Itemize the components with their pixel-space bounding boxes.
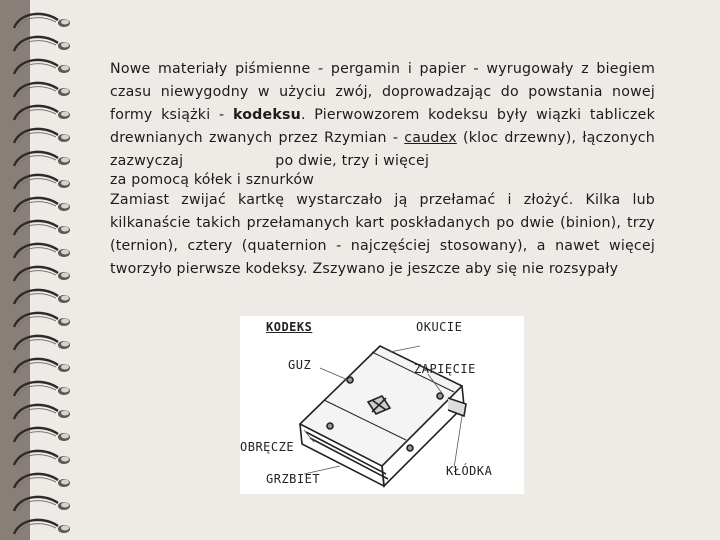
- spiral-ring: [14, 83, 70, 97]
- spiral-ring: [14, 428, 70, 442]
- intro-text-continued: . Pierwowzorem kodeksu były wiązki tabliczek drewnianych zwanych przez Rzymian -: [110, 107, 656, 146]
- spiral-ring: [14, 336, 70, 350]
- paragraph-folding: Zamiast zwijać kartkę wystarczało ją przełamać i złożyć. Kilka lub kilkanaście takich przełamanych kart poskładanych po dwie (binion), trzy (ternion), cztery (quaternion - najczęściej stosowany), a nawet więcej tworzyło pierwsze kodeksy. Zszywano je jeszcze aby się nie rozsypały: [110, 192, 655, 277]
- label-okucie: OKUCIE: [416, 320, 463, 334]
- spiral-ring: [14, 313, 70, 327]
- term-kodeks: kodeksu: [232, 107, 301, 123]
- intro-last-line: za pomocą kółek i sznurków: [110, 172, 315, 188]
- spiral-ring: [14, 221, 70, 235]
- codex-illustration: [240, 316, 524, 494]
- term-caudex: caudex: [404, 130, 457, 146]
- spiral-ring: [14, 37, 70, 51]
- label-grzbiet: GRZBIET: [266, 472, 321, 486]
- spiral-ring: [14, 198, 70, 212]
- label-guz: GUZ: [288, 358, 312, 372]
- spiral-ring: [14, 14, 70, 28]
- spiral-ring: [14, 267, 70, 281]
- spiral-ring: [14, 405, 70, 419]
- spiral-ring: [14, 244, 70, 258]
- intro-text: Nowe materiały piśmienne - pergamin i papier - wyrugowały z biegiem czasu niewygodny w użyciu zwój, doprowadzając do powstania nowej formy książki -: [110, 61, 655, 123]
- spiral-ring: [14, 382, 70, 396]
- spiral-ring: [14, 175, 70, 189]
- label-klodka: KŁÓDKA: [446, 464, 493, 478]
- intro-text-tail: (kloc drzewny), łączonych zazwyczaj: [110, 130, 655, 169]
- paragraph-intro: [110, 58, 655, 192]
- spiral-ring: [14, 290, 70, 304]
- spiral-ring: [14, 474, 70, 488]
- spiral-ring: [14, 152, 70, 166]
- spiral-ring: [14, 359, 70, 373]
- figure-title: KODEKS: [266, 320, 313, 334]
- label-obrecze: OBRĘCZE: [240, 440, 295, 454]
- spiral-ring: [14, 106, 70, 120]
- spiral-binding: [0, 0, 90, 540]
- spiral-ring: [14, 60, 70, 74]
- intro-text-tail-end: po dwie, trzy i więcej: [275, 153, 430, 169]
- label-zapiecie: ZAPIĘCIE: [414, 362, 476, 376]
- spiral-ring: [14, 129, 70, 143]
- spiral-ring: [14, 451, 70, 465]
- spiral-ring: [14, 497, 70, 511]
- spiral-ring: [14, 520, 70, 534]
